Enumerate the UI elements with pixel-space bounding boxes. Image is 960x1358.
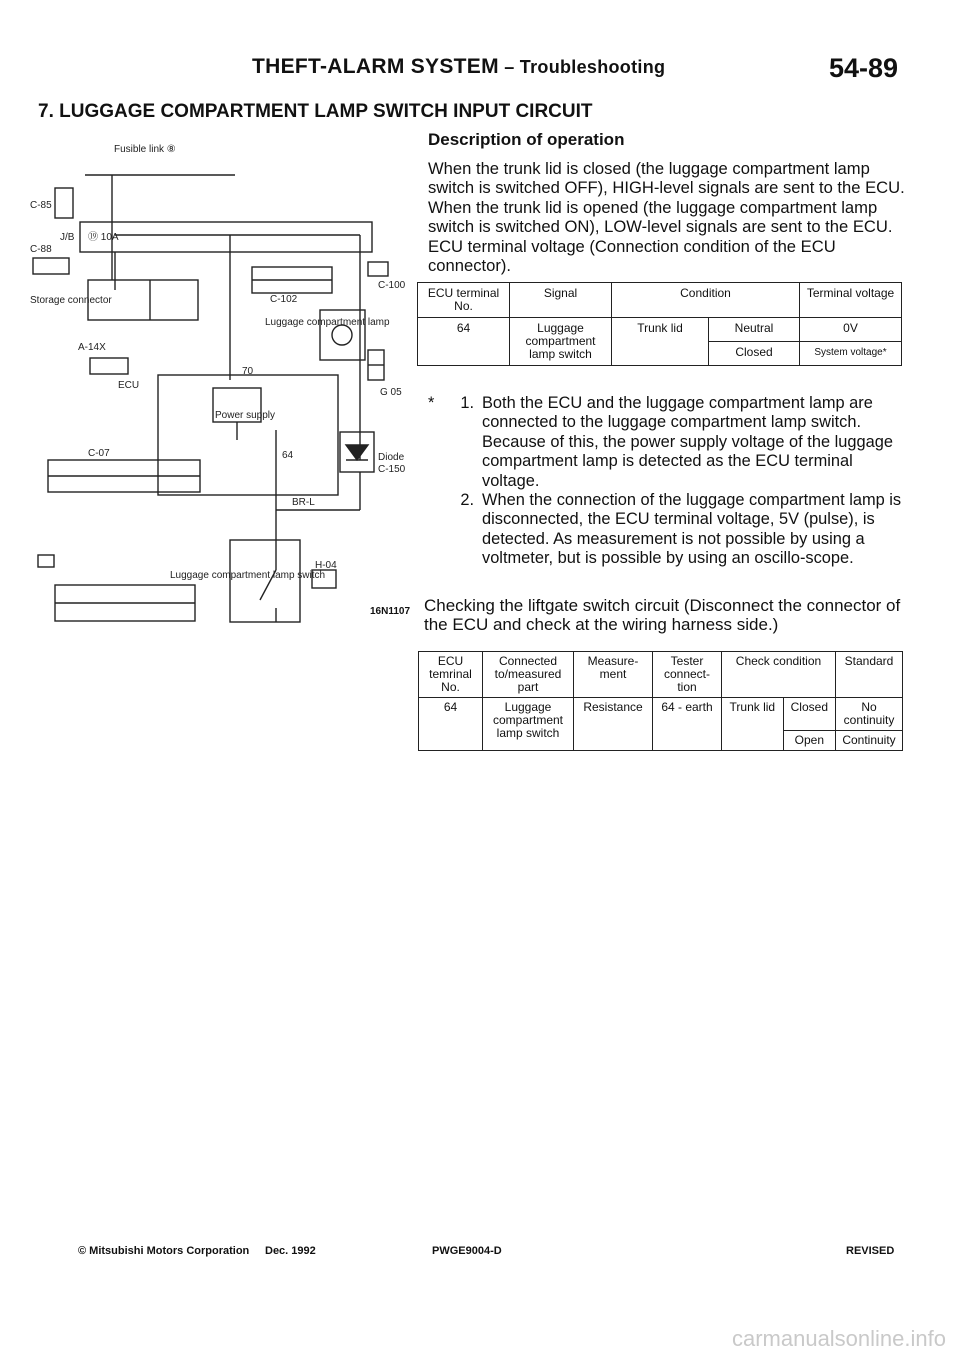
note-text: When the connection of the luggage compartment lamp is disconnected, the ECU terminal voltage, 5V (pulse), is detected. As measurement is not possible by using a voltmeter, but is possible by using an oscillo-scope.: [482, 491, 902, 568]
label-fusible-link: Fusible link ⑧: [114, 144, 176, 155]
label-c07: C-07: [88, 448, 110, 459]
footer-date: Dec. 1992: [265, 1245, 316, 1257]
label-c102: C-102: [270, 294, 298, 305]
label-ecu: ECU: [118, 380, 140, 391]
label-jb: J/B: [60, 232, 75, 243]
th-condition: Condition: [612, 283, 800, 318]
description-paragraph: When the trunk lid is closed (the luggage compartment lamp switch is switched OFF), HIGH-level signals are sent to the ECU. When the trunk lid is opened (the luggage compartment lamp switch is switched ON), LOW-level signals are sent to the ECU. ECU terminal voltage (Connection condition of the ECU connector).: [428, 159, 905, 276]
note-mark: *: [428, 394, 435, 412]
note-number: 2.: [460, 491, 474, 510]
label-diode: Diode: [378, 452, 405, 463]
note-text: Both the ECU and the luggage compartment lamp are connected to the luggage compartment lamp switch. Because of this, the power supply voltage of the luggage compartment lamp is detected as the ECU terminal voltage.: [482, 394, 893, 490]
note-item: [428, 491, 906, 569]
th-terminal: ECU terminal No.: [418, 283, 510, 318]
watermark: carmanualsonline.info: [731, 1326, 946, 1351]
check-heading: Checking the liftgate switch circuit (Disconnect the connector of the ECU and check at the wiring harness side.): [424, 596, 901, 634]
th2-tester: Tester connect-tion: [653, 652, 722, 698]
th-voltage: Terminal voltage: [800, 283, 902, 318]
notes: [428, 394, 906, 569]
td2-std-closed: No continuity: [836, 698, 903, 731]
th2-measure: Measure-ment: [574, 652, 653, 698]
footer-revised: REVISED: [846, 1245, 895, 1257]
td-part: Trunk lid: [612, 318, 709, 366]
th2-condition: Check condition: [722, 652, 836, 698]
td-volt-neutral: 0V: [800, 318, 902, 342]
page-number: 54-89: [828, 53, 898, 83]
wiring-diagram: [30, 130, 430, 640]
description-heading: Description of operation: [428, 130, 625, 149]
section-title: 7. LUGGAGE COMPARTMENT LAMP SWITCH INPUT CIRCUIT: [38, 101, 593, 122]
td-volt-closed: System voltage*: [800, 342, 902, 366]
label-a14x: A-14X: [78, 342, 106, 353]
header-title-main: THEFT-ALARM SYSTEM: [252, 55, 499, 78]
label-pin70: 70: [242, 366, 254, 377]
label-c85: C-85: [30, 200, 52, 211]
label-c88: C-88: [30, 244, 52, 255]
td2-tester: 64 - earth: [653, 698, 722, 751]
td2-part: Luggage compartment lamp switch: [483, 698, 574, 751]
note-number: 1.: [460, 394, 474, 412]
note-item: [428, 394, 906, 491]
td2-std-open: Continuity: [836, 731, 903, 751]
td-state-neutral: Neutral: [709, 318, 800, 342]
label-c100: C-100: [378, 280, 406, 291]
th2-terminal: ECU temrinal No.: [419, 652, 483, 698]
label-power-supply: Power supply: [215, 410, 276, 421]
label-h04: H-04: [315, 560, 337, 571]
header-title-sub: – Troubleshooting: [498, 57, 666, 77]
check-table: [418, 651, 903, 751]
td-terminal: 64: [418, 318, 510, 366]
page-header-title: [252, 55, 665, 79]
footer-copyright: © Mitsubishi Motors Corporation: [78, 1245, 250, 1257]
td-state-closed: Closed: [709, 342, 800, 366]
th-signal: Signal: [510, 283, 612, 318]
td2-cond-part: Trunk lid: [722, 698, 784, 751]
label-pin64: 64: [282, 450, 294, 461]
th2-standard: Standard: [836, 652, 903, 698]
terminal-voltage-table: [417, 282, 902, 366]
label-wire-brl: BR-L: [292, 497, 315, 508]
td2-state-open: Open: [783, 731, 835, 751]
td-signal: Luggage compartment lamp switch: [510, 318, 612, 366]
label-lamp: Luggage compartment lamp: [265, 317, 390, 328]
label-g05: G 05: [380, 387, 402, 398]
label-fuse: ⑲ 10A: [88, 232, 119, 243]
td2-state-closed: Closed: [783, 698, 835, 731]
label-storage-connector: Storage connector: [30, 295, 112, 306]
th2-part: Connected to/measured part: [483, 652, 574, 698]
footer-code: PWGE9004-D: [432, 1245, 502, 1257]
td2-terminal: 64: [419, 698, 483, 751]
label-c150: C-150: [378, 464, 406, 475]
td2-measure: Resistance: [574, 698, 653, 751]
figure-id: 16N1107: [370, 606, 411, 617]
label-switch: Luggage compartment lamp switch: [170, 570, 326, 581]
